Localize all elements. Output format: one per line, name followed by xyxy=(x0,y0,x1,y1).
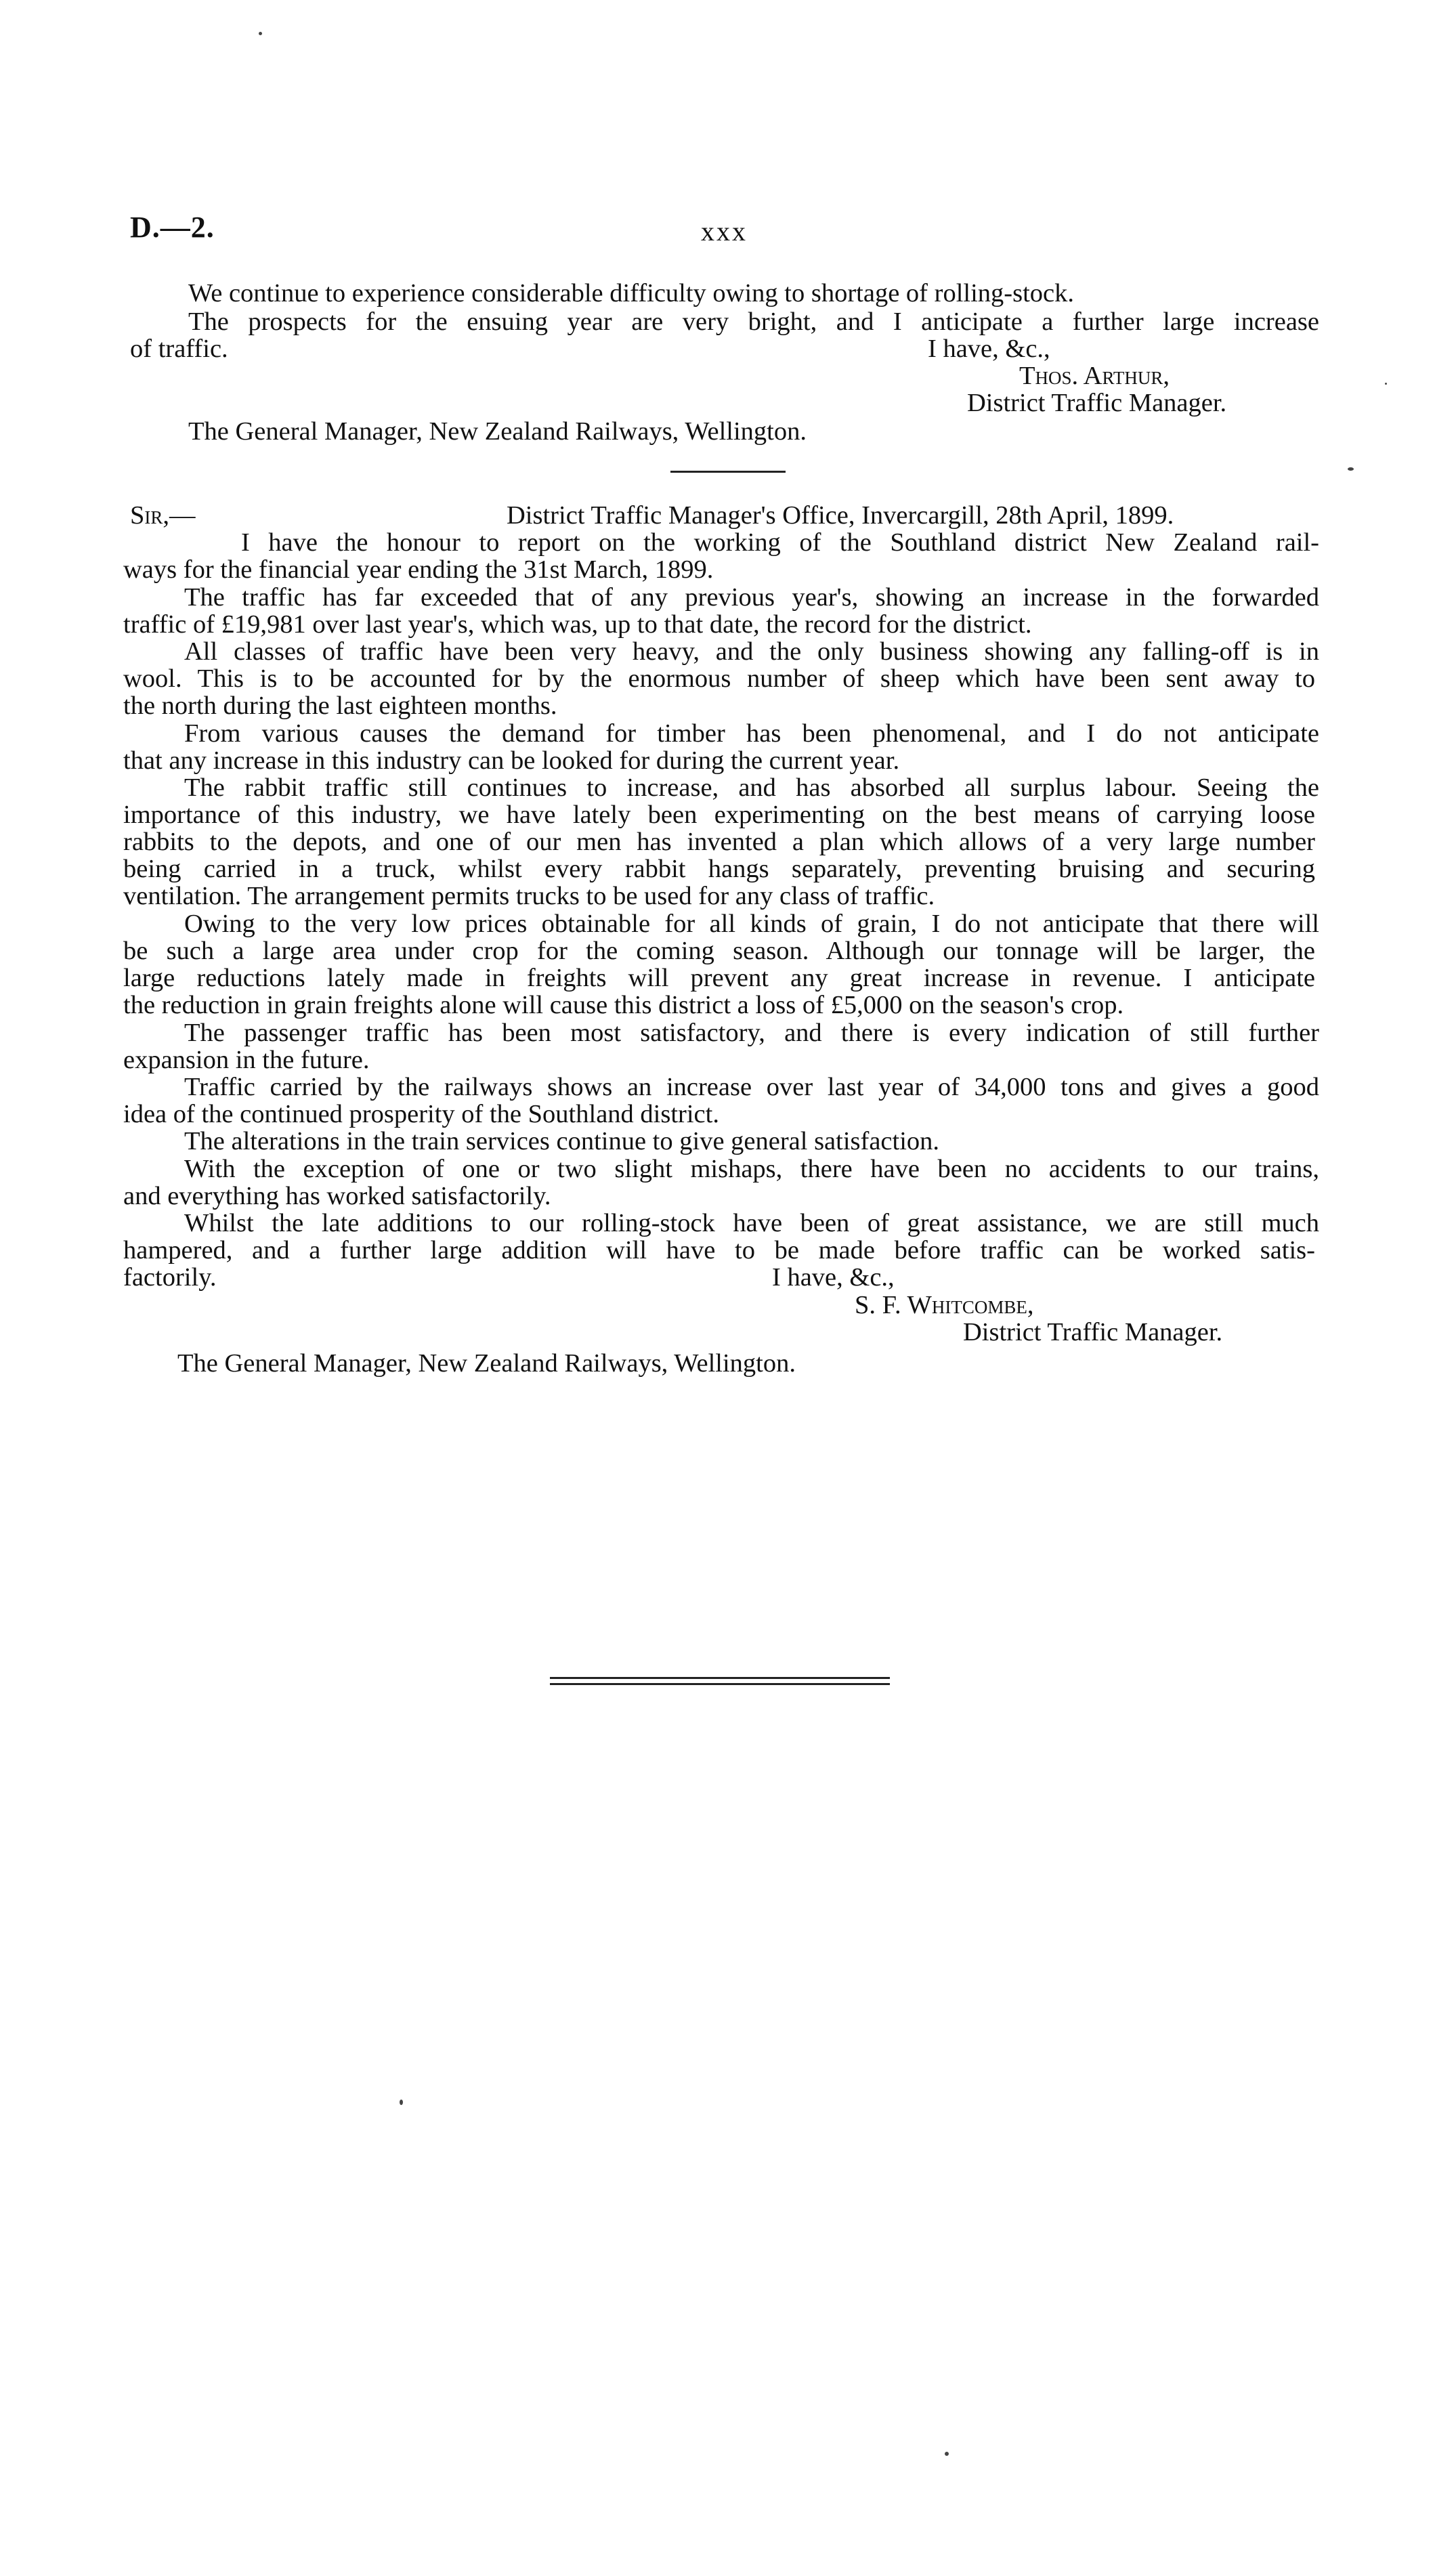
section-reference: D.—2. xyxy=(130,211,215,244)
letter1-addressee: The General Manager, New Zealand Railways, Wellington. xyxy=(188,417,807,446)
letter2-line-24: With the exception of one or two slight mishaps, there have been no accidents to our trains, xyxy=(184,1155,1319,1183)
letter1-signature-title: District Traffic Manager. xyxy=(967,389,1227,417)
letter2-line-18: the reduction in grain freights alone will cause this district a loss of £5,000 on the season's crop. xyxy=(123,991,1124,1019)
letter2-place-date: District Traffic Manager's Office, Invercargill, 28th April, 1899. xyxy=(507,501,1174,530)
letter2-line-19: The passenger traffic has been most satisfactory, and there is every indication of still further xyxy=(184,1019,1319,1047)
letter2-line-7: the north during the last eighteen months. xyxy=(123,692,557,720)
letter2-signature-title: District Traffic Manager. xyxy=(963,1318,1223,1346)
end-rule xyxy=(550,1677,890,1685)
scan-speck xyxy=(1385,383,1387,385)
letter2-line-3: The traffic has far exceeded that of any previous year's, showing an increase in the forwarded xyxy=(184,583,1319,612)
page-number: xxx xyxy=(701,216,748,247)
letter2-signature-name: S. F. Whitcombe, xyxy=(855,1291,1034,1319)
letter2-line-21: Traffic carried by the railways shows an increase over last year of 34,000 tons and gives a good xyxy=(184,1073,1319,1101)
letter2-line-26: Whilst the late additions to our rolling-stock have been of great assistance, we are still much xyxy=(184,1209,1319,1237)
letter2-line-6: wool. This is to be accounted for by the enormous number of sheep which have been sent away to xyxy=(123,664,1315,693)
letter2-line-10: The rabbit traffic still continues to increase, and has absorbed all surplus labour. Seeing the xyxy=(184,773,1319,802)
letter1-closing: I have, &c., xyxy=(928,335,1050,363)
letter2-line-11: importance of this industry, we have lately been experimenting on the best means of carrying loose xyxy=(123,801,1315,829)
letter2-closing: I have, &c., xyxy=(772,1263,895,1292)
letter1-signature-name: Thos. Arthur, xyxy=(1019,362,1170,390)
letter2-line-9: that any increase in this industry can be looked for during the current year. xyxy=(123,746,900,775)
letter2-line-25: and everything has worked satisfactorily. xyxy=(123,1182,551,1210)
letter2-line-8: From various causes the demand for timber has been phenomenal, and I do not anticipate xyxy=(184,719,1319,748)
letter2-line-20: expansion in the future. xyxy=(123,1046,370,1074)
letter2-line-23: The alterations in the train services continue to give general satisfaction. xyxy=(184,1127,940,1155)
letter2-line-16: be such a large area under crop for the coming season. Although our tonnage will be larger, the xyxy=(123,937,1315,965)
letter1-line-2: The prospects for the ensuing year are very bright, and I anticipate a further large increase xyxy=(188,307,1319,336)
letter1-line-1: We continue to experience considerable difficulty owing to shortage of rolling-stock. xyxy=(188,279,1075,307)
scan-speck xyxy=(400,2100,403,2105)
letter2-line-17: large reductions lately made in freights will prevent any great increase in revenue. I anticipate xyxy=(123,964,1315,992)
scan-speck xyxy=(1348,467,1354,471)
letter2-line-14: ventilation. The arrangement permits trucks to be used for any class of traffic. xyxy=(123,882,935,910)
letter2-addressee: The General Manager, New Zealand Railways, Wellington. xyxy=(177,1349,796,1378)
letter2-line-2: ways for the financial year ending the 31st March, 1899. xyxy=(123,555,714,584)
letter2-line-27: hampered, and a further large addition will have to be made before traffic can be worked satis- xyxy=(123,1236,1315,1264)
letter2-line-1: I have the honour to report on the working of the Southland district New Zealand rail- xyxy=(241,528,1319,557)
letter2-line-5: All classes of traffic have been very heavy, and the only business showing any falling-off is in xyxy=(184,637,1319,666)
letter2-line-12: rabbits to the depots, and one of our men has invented a plan which allows of a very large number xyxy=(123,828,1315,856)
letter2-line-15: Owing to the very low prices obtainable for all kinds of grain, I do not anticipate that there will xyxy=(184,910,1319,938)
section-divider xyxy=(670,471,786,473)
letter2-line-13: being carried in a truck, whilst every rabbit hangs separately, preventing bruising and securing xyxy=(123,855,1315,883)
letter2-line-28: factorily. xyxy=(123,1263,217,1292)
letter2-line-4: traffic of £19,981 over last year's, which was, up to that date, the record for the district. xyxy=(123,610,1032,639)
letter1-line-3: of traffic. xyxy=(130,335,228,363)
scan-speck xyxy=(945,2452,949,2456)
letter2-line-22: idea of the continued prosperity of the Southland district. xyxy=(123,1100,719,1128)
letter2-salutation: Sir,— xyxy=(130,501,196,530)
scan-speck xyxy=(259,32,262,35)
